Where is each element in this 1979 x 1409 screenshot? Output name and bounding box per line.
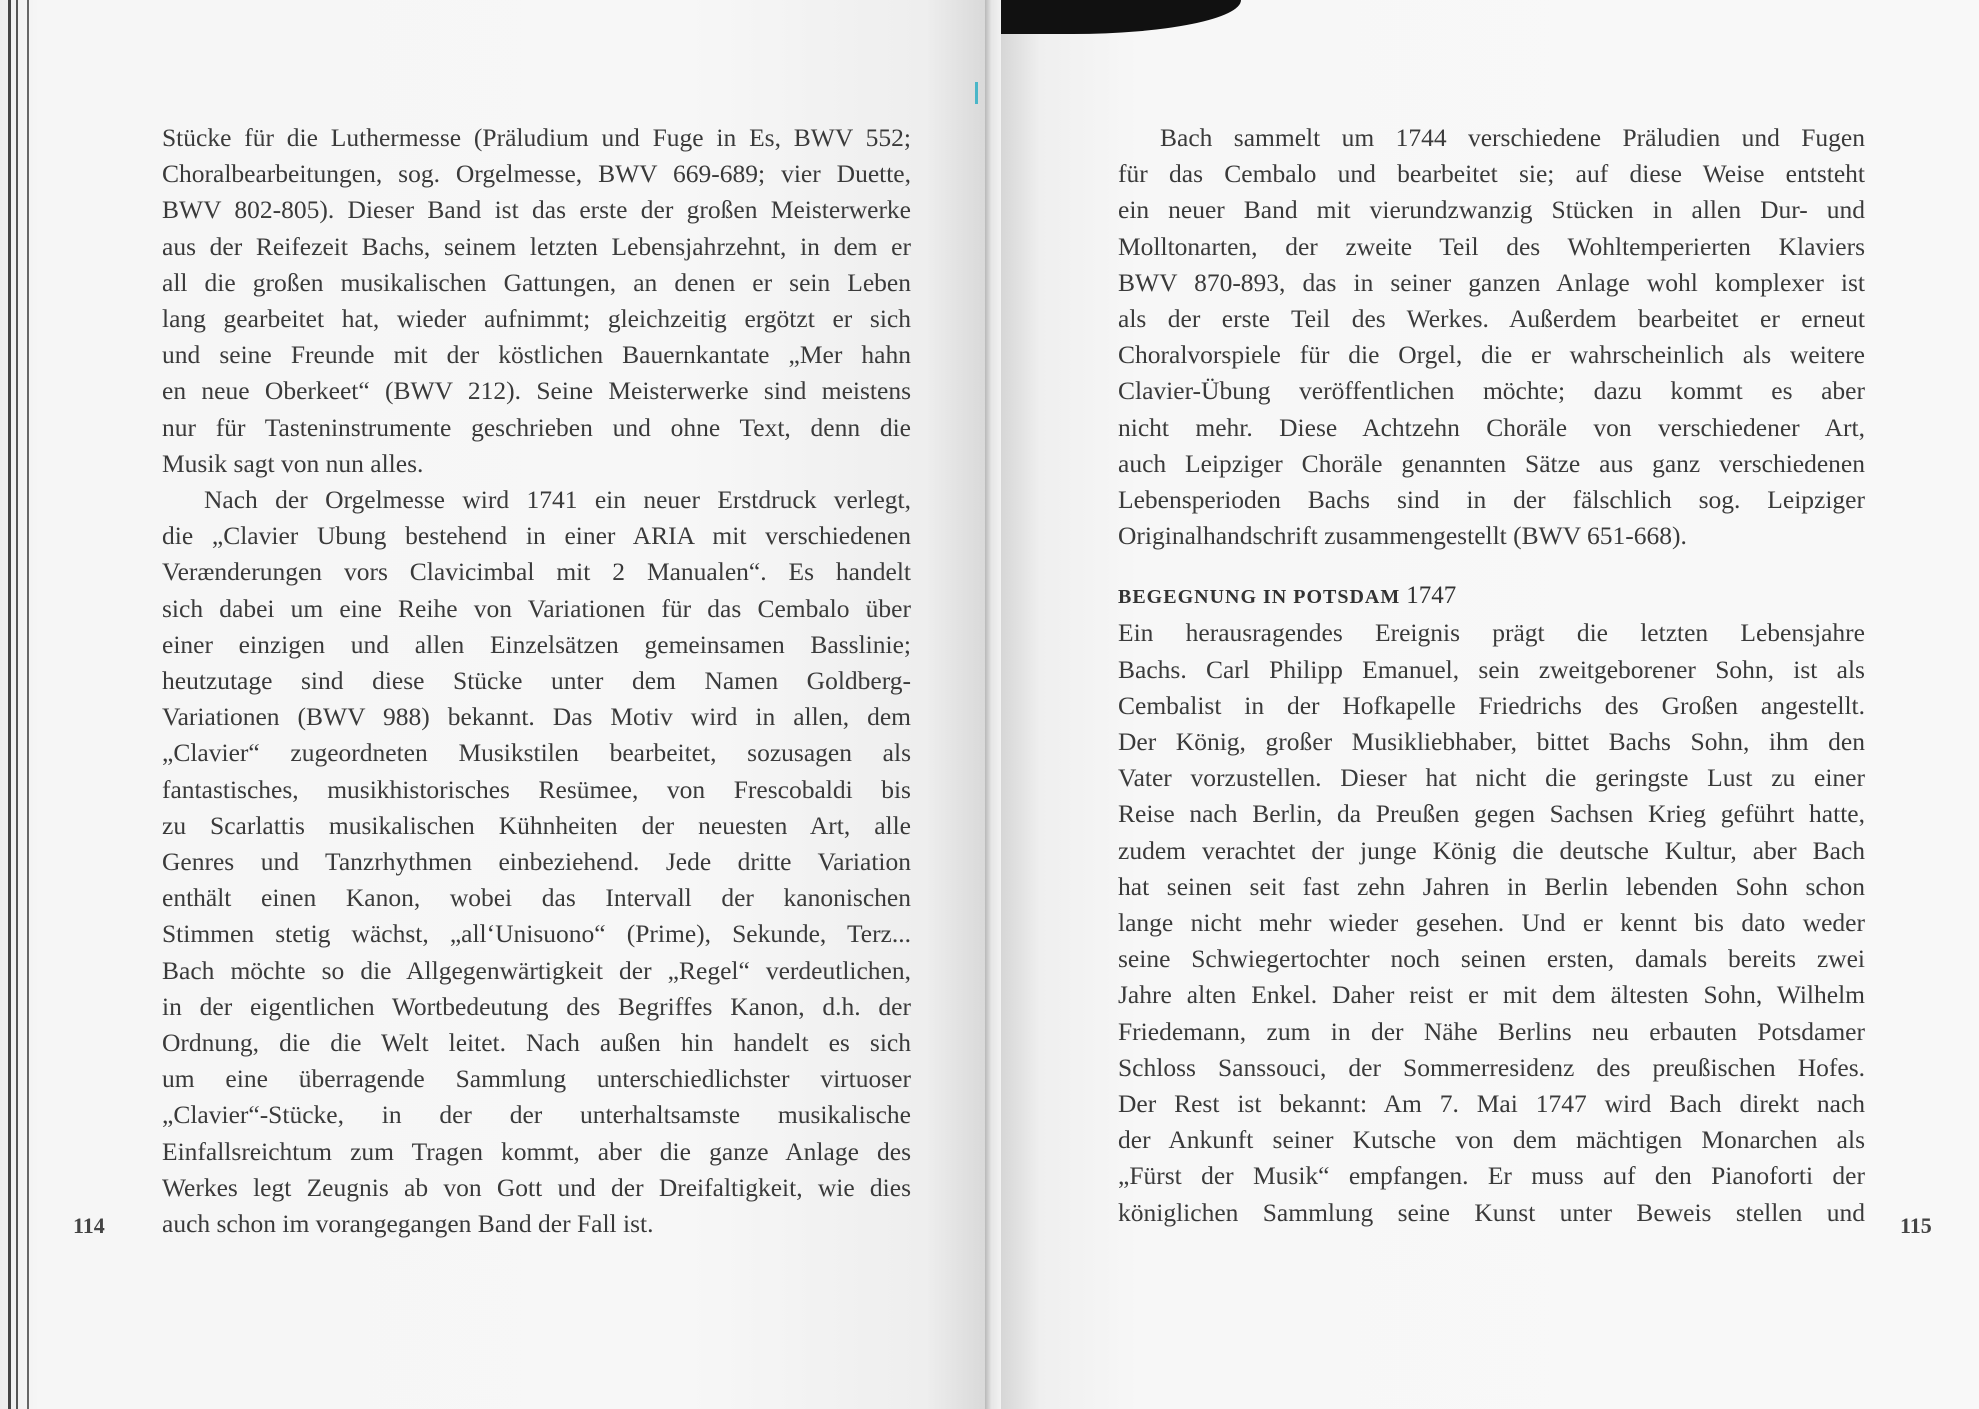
text-line: BWV 870-893, das in seiner ganzen Anlage wohl komplexer ist: [1118, 267, 1865, 297]
text-line: sich dabei um eine Reihe von Variationen für das Cembalo über: [162, 593, 911, 623]
page-number-right: 115: [1900, 1213, 1932, 1238]
right-paragraph-1: [1118, 120, 1865, 554]
bookmark-mark: [975, 82, 978, 104]
text-line: Reise nach Berlin, da Preußen gegen Sachsen Krieg geführt hatte,: [1118, 799, 1865, 829]
text-line: Der König, großer Musikliebhaber, bittet Bachs Sohn, ihm den: [1118, 727, 1865, 757]
text-line: um eine überragende Sammlung unterschiedlichster virtuoser: [162, 1064, 911, 1094]
cover-corner: [1001, 0, 1241, 34]
text-line: Vater vorzustellen. Dieser hat nicht die geringste Lust zu einer: [1118, 763, 1865, 793]
section-heading: [1118, 578, 1865, 615]
page-number-left: 114: [73, 1213, 105, 1238]
text-line: Molltonarten, der zweite Teil des Wohltemperierten Klaviers: [1118, 231, 1865, 261]
text-line: und seine Freunde mit der köstlichen Bauernkantate „Mer hahn: [162, 340, 911, 370]
text-line: nur für Tasteninstrumente geschrieben und ohne Text, denn die: [162, 412, 911, 442]
section-heading-text: BEGEGNUNG IN POTSDAM: [1118, 586, 1401, 609]
right-paragraph-2: [1118, 615, 1865, 1230]
text-line: Originalhandschrift zusammengestellt (BWV 651-668).: [1118, 521, 1687, 551]
text-line: „Clavier“-Stücke, in der der unterhaltsamste musikalische: [162, 1100, 911, 1130]
text-line: Choralbearbeitungen, sog. Orgelmesse, BWV 669-689; vier Duette,: [162, 159, 911, 189]
text-line: nicht mehr. Diese Achtzehn Choräle von verschiedener Art,: [1118, 412, 1865, 442]
right-page-text: [1118, 120, 1865, 1231]
text-line: enthält einen Kanon, wobei das Intervall der kanonischen: [162, 883, 911, 913]
text-line: Der Rest ist bekannt: Am 7. Mai 1747 wird Bach direkt nach: [1118, 1089, 1865, 1119]
text-line: aus der Reifezeit Bachs, seinem letzten Lebensjahrzehnt, in dem er: [162, 231, 911, 261]
text-line: Einfallsreichtum zum Tragen kommt, aber die ganze Anlage des: [162, 1136, 911, 1166]
text-line: hat seinen seit fast zehn Jahren in Berlin lebenden Sohn schon: [1118, 871, 1865, 901]
text-line: all die großen musikalischen Gattungen, an denen er sein Leben: [162, 267, 911, 297]
text-line: zudem verachtet der junge König die deutsche Kultur, aber Bach: [1118, 835, 1865, 865]
text-line: Genres und Tanzrhythmen einbeziehend. Jede dritte Variation: [162, 847, 911, 877]
text-line: Ordnung, die die Welt leitet. Nach außen hin handelt es sich: [162, 1028, 911, 1058]
text-line: Nach der Orgelmesse wird 1741 ein neuer Erstdruck verlegt,: [204, 485, 911, 515]
text-line: ein neuer Band mit vierundzwanzig Stücken in allen Dur- und: [1118, 195, 1865, 225]
text-line: BWV 802-805). Dieser Band ist das erste der großen Meisterwerke: [162, 195, 911, 225]
text-line: einer einzigen und allen Einzelsätzen gemeinsamen Basslinie;: [162, 629, 911, 659]
text-line: zu Scarlattis musikalischen Kühnheiten der neuesten Art, alle: [162, 810, 911, 840]
book-gutter: [985, 0, 1001, 1409]
text-line: als der erste Teil des Werkes. Außerdem bearbeitet er erneut: [1118, 304, 1865, 334]
text-line: in der eigentlichen Wortbedeutung des Begriffes Kanon, d.h. der: [162, 991, 911, 1021]
text-line: Jahre alten Enkel. Daher reist er mit dem ältesten Sohn, Wilhelm: [1118, 980, 1865, 1010]
text-line: Bach möchte so die Allgegenwärtigkeit der „Regel“ verdeutlichen,: [162, 955, 911, 985]
text-line: Friedemann, zum in der Nähe Berlins neu erbauten Potsdamer: [1118, 1016, 1865, 1046]
text-line: Bach sammelt um 1744 verschiedene Präludien und Fugen: [1160, 123, 1865, 152]
text-line: Clavier-Übung veröffentlichen möchte; dazu kommt es aber: [1118, 376, 1865, 406]
text-line: en neue Oberkeet“ (BWV 212). Seine Meisterwerke sind meistens: [162, 376, 911, 406]
text-line: Verænderungen vors Clavicimbal mit 2 Manualen“. Es handelt: [162, 557, 911, 587]
text-line: Schloss Sanssouci, der Sommerresidenz des preußischen Hofes.: [1118, 1052, 1865, 1082]
text-line: Werkes legt Zeugnis ab von Gott und der Dreifaltigkeit, wie dies: [162, 1172, 911, 1202]
text-line: fantastisches, musikhistorisches Resümee, von Frescobaldi bis: [162, 774, 911, 804]
text-line: heutzutage sind diese Stücke unter dem Namen Goldberg-: [162, 666, 911, 696]
text-line: Variationen (BWV 988) bekannt. Das Motiv wird in allen, dem: [162, 702, 911, 732]
text-line: Musik sagt von nun alles.: [162, 448, 424, 478]
text-line: Stücke für die Luthermesse (Präludium und Fuge in Es, BWV 552;: [162, 123, 911, 152]
section-heading-year: 1747: [1406, 582, 1457, 610]
left-page-text: [162, 120, 911, 1242]
text-line: Cembalist in der Hofkapelle Friedrichs des Großen angestellt.: [1118, 690, 1865, 720]
text-line: für das Cembalo und bearbeitet sie; auf diese Weise entsteht: [1118, 159, 1865, 189]
text-line: lange nicht mehr wieder gesehen. Und er kennt bis dato weder: [1118, 908, 1865, 938]
text-line: Lebensperioden Bachs sind in der fälschlich sog. Leipziger: [1118, 485, 1865, 515]
text-line: auch schon im vorangegangen Band der Fall ist.: [162, 1209, 654, 1239]
text-line: Ein herausragendes Ereignis prägt die letzten Lebensjahre: [1118, 618, 1865, 648]
text-line: königlichen Sammlung seine Kunst unter Beweis stellen und: [1118, 1197, 1865, 1227]
page-edge-lines: [8, 0, 29, 1409]
text-line: Stimmen stetig wächst, „all‘Unisuono“ (Prime), Sekunde, Terz...: [162, 919, 911, 949]
text-line: Choralvorspiele für die Orgel, die er wahrscheinlich als weitere: [1118, 340, 1865, 370]
text-line: „Clavier“ zugeordneten Musikstilen bearbeitet, sozusagen als: [162, 738, 911, 768]
text-line: „Fürst der Musik“ empfangen. Er muss auf den Pianoforti der: [1118, 1161, 1865, 1191]
text-line: der Ankunft seiner Kutsche von dem mächtigen Monarchen als: [1118, 1125, 1865, 1155]
text-line: Bachs. Carl Philipp Emanuel, sein zweitgeborener Sohn, ist als: [1118, 654, 1865, 684]
text-line: seine Schwiegertochter noch seinen ersten, damals bereits zwei: [1118, 944, 1865, 974]
text-line: die „Clavier Ubung bestehend in einer ARIA mit verschiedenen: [162, 521, 911, 551]
text-line: lang gearbeitet hat, wieder aufnimmt; gleichzeitig ergötzt er sich: [162, 304, 911, 334]
text-line: auch Leipziger Choräle genannten Sätze aus ganz verschiedenen: [1118, 448, 1865, 478]
